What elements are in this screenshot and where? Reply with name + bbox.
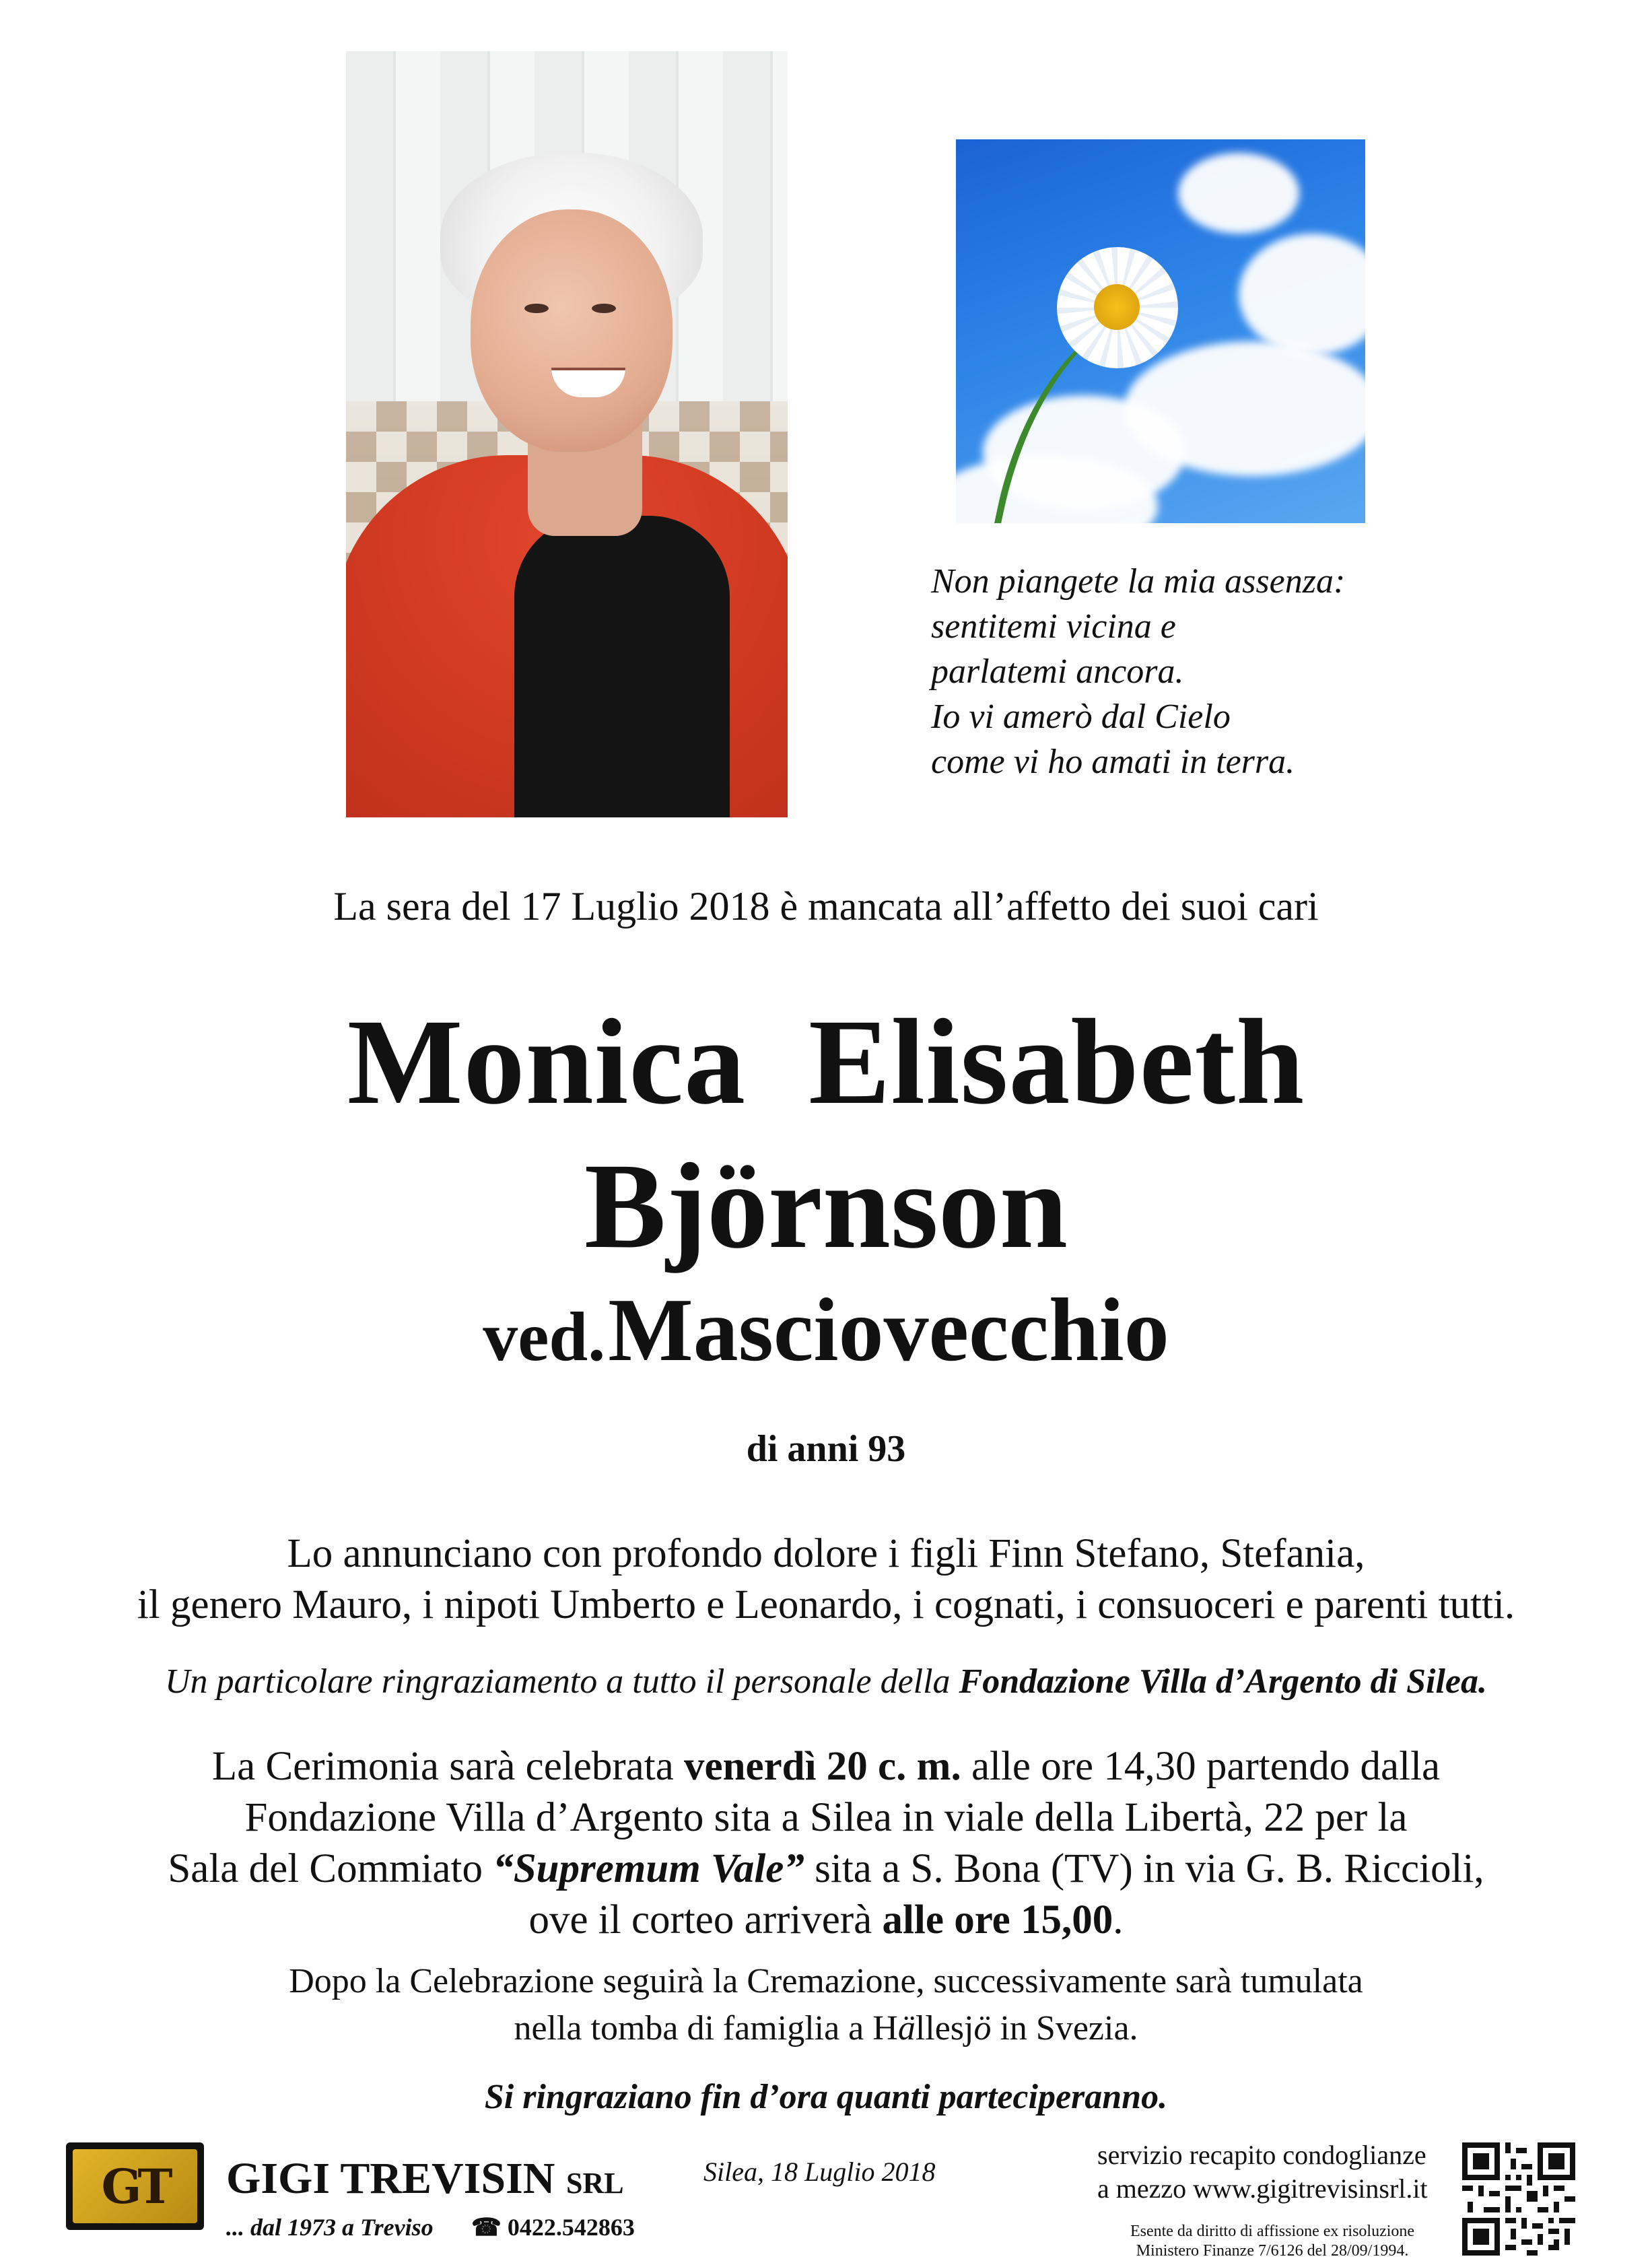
ceremony-line bbox=[0, 1741, 1652, 1792]
arrival-time: alle ore 15,00 bbox=[882, 1897, 1113, 1942]
announcement-line: il genero Mauro, i nipoti Umberto e Leonardo, i cognati, i consuoceri e parenti tutti. bbox=[137, 1582, 1515, 1627]
ceremony-hall-name: “Supremum Vale” bbox=[493, 1846, 804, 1891]
phone-icon: ☎ bbox=[471, 2214, 502, 2241]
ceremony-text: . bbox=[1113, 1897, 1124, 1942]
cremation-text: nella tomba di famiglia a H bbox=[514, 2009, 898, 2048]
ved-prefix: ved. bbox=[483, 1298, 606, 1376]
company-logo bbox=[66, 2142, 204, 2230]
portrait-photo bbox=[346, 51, 788, 817]
deceased-married-name bbox=[0, 1280, 1652, 1405]
ceremony-text: alle ore 14,30 partendo dalla bbox=[961, 1744, 1441, 1789]
company-phone bbox=[471, 2213, 635, 2241]
ceremony-date: venerdì 20 c. m. bbox=[684, 1744, 961, 1789]
announcement bbox=[0, 1528, 1652, 1631]
deceased-surname: Björnson bbox=[584, 1139, 1068, 1274]
ceremony-line bbox=[0, 1895, 1652, 1946]
ceremony-text: sita a S. Bona (TV) in via G. B. Riccioli, bbox=[804, 1846, 1484, 1891]
ceremony-text: La Cerimonia sarà celebrata bbox=[211, 1744, 685, 1789]
poem-line: Non piangete la mia assenza: bbox=[931, 562, 1346, 601]
deceased-age: di anni 93 bbox=[746, 1428, 906, 1470]
special-thanks-text: Un particolare ringraziamento a tutto il personale della bbox=[164, 1662, 959, 1701]
closing-thanks: Si ringraziano fin d’ora quanti parteciperanno. bbox=[484, 2078, 1168, 2116]
ceremony-text: ove il corteo arriverà bbox=[528, 1897, 883, 1942]
company-logo-icon: GT bbox=[73, 2149, 197, 2223]
married-surname: Masciovecchio bbox=[608, 1280, 1169, 1380]
poem-line: Io vi amerò dal Cielo bbox=[931, 698, 1231, 736]
cremation-text: llesj bbox=[915, 2009, 974, 2048]
intro-text: La sera del 17 Luglio 2018 è mancata all’affetto dei suoi cari bbox=[333, 884, 1319, 928]
company-name bbox=[226, 2153, 624, 2204]
cremation-details bbox=[0, 1958, 1652, 2052]
cremation-text: in Svezia. bbox=[991, 2009, 1138, 2048]
company-name-text: GIGI TREVISIN bbox=[226, 2154, 555, 2203]
condolences-line: servizio recapito condoglianze bbox=[1097, 2140, 1426, 2170]
qr-code-icon[interactable] bbox=[1462, 2142, 1575, 2256]
announcement-line: Lo annunciano con profondo dolore i figli Finn Stefano, Stefania, bbox=[287, 1531, 1365, 1576]
condolences-service bbox=[1097, 2138, 1428, 2206]
special-thanks-foundation: Fondazione Villa d’Argento di Silea. bbox=[959, 1662, 1488, 1701]
company-suffix: SRL bbox=[565, 2167, 624, 2200]
ceremony-details bbox=[0, 1741, 1652, 1946]
daisy-sky-image bbox=[956, 139, 1365, 523]
cremation-line: Dopo la Celebrazione seguirà la Cremazione, successivamente sarà tumulata bbox=[289, 1962, 1363, 2000]
cremation-text: ä bbox=[897, 2009, 916, 2048]
poem bbox=[931, 559, 1402, 784]
tax-note-line: Esente da diritto di affissione ex risoluzione bbox=[1130, 2223, 1415, 2240]
ceremony-line bbox=[0, 1843, 1652, 1895]
cremation-text: ö bbox=[973, 2009, 992, 2048]
deceased-first-names: Monica Elisabeth bbox=[347, 994, 1305, 1130]
poem-line: parlatemi ancora. bbox=[931, 652, 1184, 691]
company-since: ... dal 1973 a Treviso bbox=[226, 2214, 434, 2241]
poem-line: sentitemi vicina e bbox=[931, 607, 1176, 646]
place-date: Silea, 18 Luglio 2018 bbox=[703, 2157, 936, 2187]
tax-exemption-note bbox=[1097, 2222, 1447, 2261]
ceremony-line: Fondazione Villa d’Argento sita a Silea in viale della Libertà, 22 per la bbox=[244, 1795, 1408, 1840]
special-thanks bbox=[0, 1662, 1652, 1701]
ceremony-text: Sala del Commiato bbox=[168, 1846, 493, 1891]
tax-note-line: Ministero Finanze 7/6126 del 28/09/1994. bbox=[1136, 2242, 1409, 2260]
cremation-line bbox=[0, 2005, 1652, 2052]
poem-line: come vi ho amati in terra. bbox=[931, 743, 1295, 781]
condolences-link[interactable]: a mezzo www.gigitrevisinsrl.it bbox=[1097, 2173, 1428, 2204]
phone-number: 0422.542863 bbox=[507, 2214, 635, 2241]
